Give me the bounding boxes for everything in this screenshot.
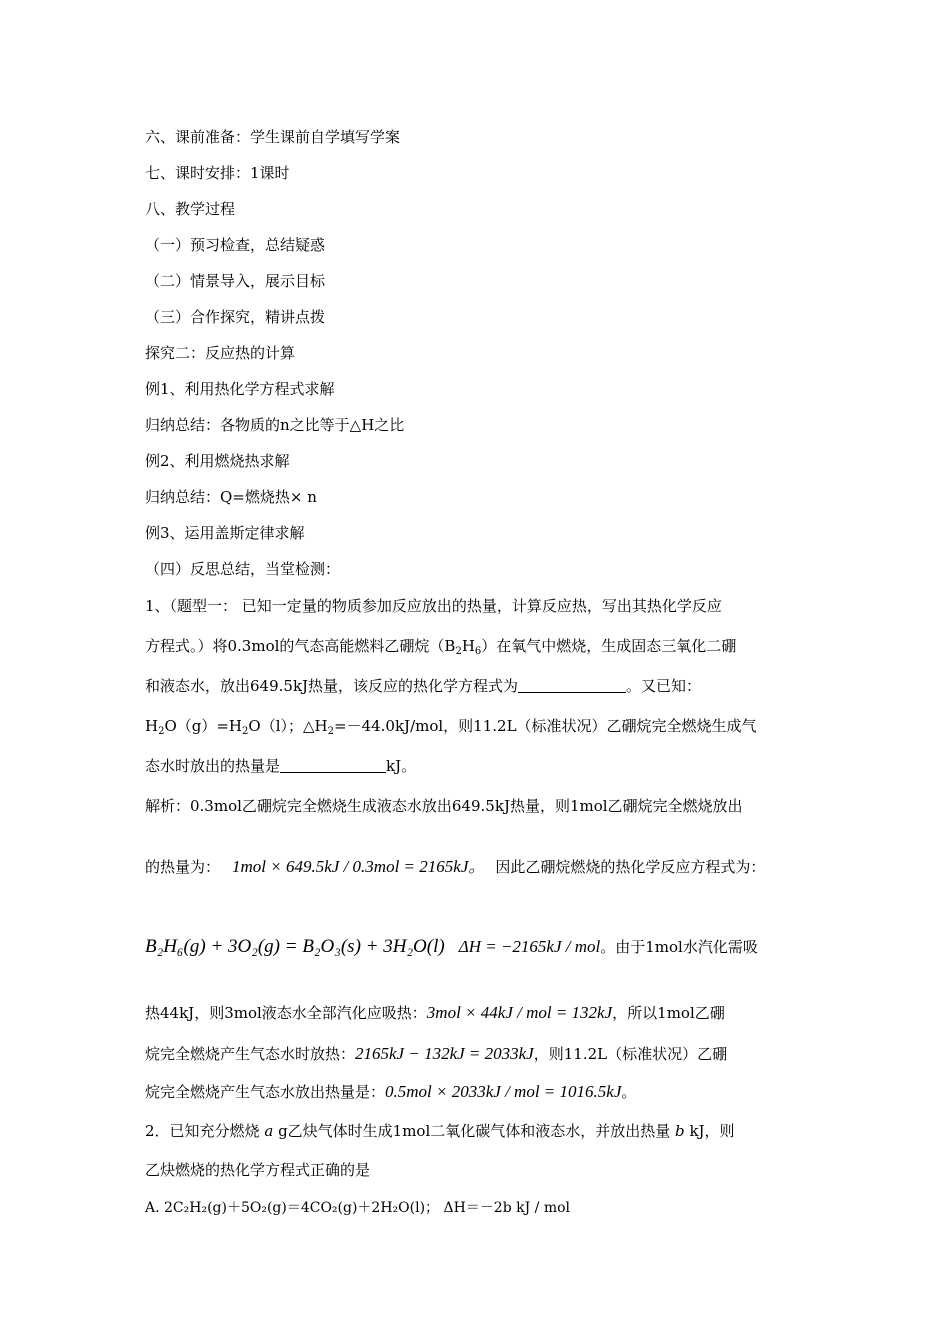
example-three: 例3、运用盖斯定律求解 (145, 524, 305, 542)
question-2-line-2: 乙炔燃烧的热化学方程式正确的是 (145, 1161, 371, 1179)
question-1-line-3: 和液态水，放出649.5kJ热量，该反应的热化学方程式为 。又已知： (145, 677, 702, 695)
answer-blank-equation (518, 678, 626, 693)
section-eight: 八、教学过程 (145, 200, 236, 218)
question-1-line-4: $H_2O(g)=H_2O(l)$；$\triangle H_2=-44.0kJ$/mol，则11.2L（标准状况）乙硼烷完全燃烧生成气 (145, 717, 757, 737)
option-a[interactable]: A. 2C₂H₂(g)＋5O₂(g)＝4CO₂(g)＋2H₂O(l)； ΔH＝－2b kJ / mol (145, 1200, 571, 1216)
formula-combustion-equation: B₂H₆(g) + 3O₂(g) = B₂O₃(s) + 3H₂O(l) (145, 936, 445, 957)
summary-one: 归纳总结：各物质的n之比等于△H之比 (145, 416, 405, 434)
answer-blank-heat (280, 758, 386, 773)
section-seven: 七、课时安排：1课时 (145, 164, 290, 182)
analysis-line-2: 的热量为： 1mol × 649.5kJ / 0.3mol = 2165kJ。 因此乙硼烷燃烧的热化学反应方程式为： (145, 857, 766, 876)
inquiry-two: 探究二：反应热的计算 (145, 344, 296, 362)
analysis-equation: B₂H₆(g) + 3O₂(g) = B₂O₃(s) + 3H₂O(l) ΔH = −2165kJ / mol。由于1mol水汽化需吸 (145, 936, 758, 957)
analysis-line-1: 解析：0.3mol乙硼烷完全燃烧生成液态水放出649.5kJ热量，则1mol乙硼烷完全燃烧放出 (145, 797, 743, 815)
summary-two: 归纳总结：Q=燃烧热× n (145, 488, 317, 506)
formula-half-mol-heat: 0.5mol × 2033kJ / mol = 1016.5kJ (385, 1082, 622, 1101)
formula-molar-heat: 1mol × 649.5kJ / 0.3mol = 2165kJ。 (232, 857, 486, 876)
question-2-line-1: 2．已知充分燃烧 a g乙炔气体时生成1mol二氧化碳气体和液态水，并放出热量 b kJ，则 (145, 1122, 735, 1140)
analysis-line-6: 烷完全燃烧产生气态水放出热量是：0.5mol × 2033kJ / mol = 1016.5kJ。 (145, 1082, 637, 1101)
formula-net-heat: 2165kJ − 132kJ = 2033kJ (355, 1044, 534, 1063)
analysis-line-4: 热44kJ，则3mol液态水全部汽化应吸热：3mol × 44kJ / mol = 132kJ，所以1mol乙硼 (145, 1003, 725, 1022)
formula-enthalpy: ΔH = −2165kJ / mol (458, 937, 601, 956)
formula-vaporization: 3mol × 44kJ / mol = 132kJ (426, 1003, 613, 1022)
step-three: （三）合作探究，精讲点拨 (145, 308, 326, 326)
example-two: 例2、利用燃烧热求解 (145, 452, 290, 470)
step-two: （二）情景导入，展示目标 (145, 272, 326, 290)
question-1-line-5: 态水时放出的热量是 kJ。 (145, 757, 417, 775)
analysis-line-5: 烷完全燃烧产生气态水时放热：2165kJ − 132kJ = 2033kJ，则11.2L（标准状况）乙硼 (145, 1044, 728, 1063)
step-one: （一）预习检查，总结疑惑 (145, 236, 326, 254)
question-1-line-1: 1、（题型一： 已知一定量的物质参加反应放出的热量，计算反应热，写出其热化学反应 (145, 597, 722, 615)
question-1-line-2: 方程式。）将0.3mol的气态高能燃料乙硼烷$(B_2H_6)$在氧气中燃烧，生成固态三氧化二硼 (145, 637, 737, 657)
example-one: 例1、利用热化学方程式求解 (145, 380, 335, 398)
step-four: （四）反思总结，当堂检测： (145, 560, 341, 578)
section-six: 六、课前准备：学生课前自学填写学案 (145, 128, 401, 146)
